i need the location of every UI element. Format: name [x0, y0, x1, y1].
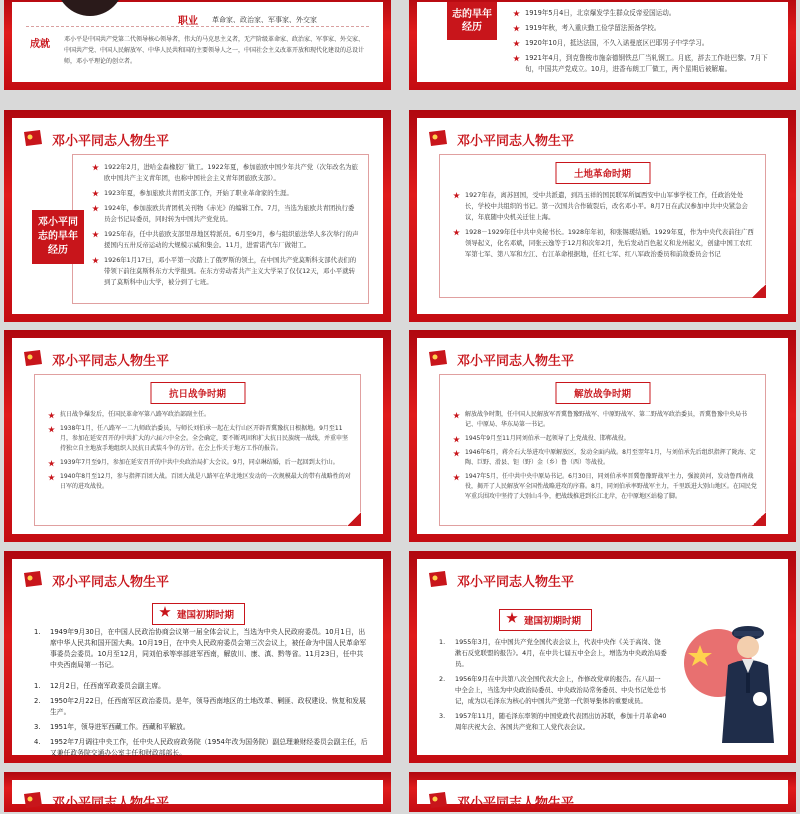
period-pill: 抗日战争时期 [150, 382, 245, 404]
career-row [178, 12, 317, 27]
achievement-label: 成就 [30, 39, 50, 50]
early-life-list [513, 8, 776, 79]
land-revolution-list [453, 190, 756, 264]
anti-japanese-list [48, 410, 353, 496]
list-item: 2. 1956年9月在中共第八次全国代表大会上，作修改党章的报告。在八届一中全会上，当选为中央政治局委员、中央政治局常务委员、中央书记处总书记，成为以毛泽东为核心的中国共产党第一代领导集体的重要成员。 [439, 675, 666, 705]
list-item: 1945年9月至11月同刘伯承一起领导了上党战役、邯郸战役。 [453, 434, 758, 444]
star-icon [453, 192, 460, 199]
slide-3 [4, 110, 391, 322]
slide-title: 邓小平同志人物生平 [457, 574, 575, 590]
list-item: 抗日战争爆发后，任国民革命军第八路军政治部副主任。 [48, 410, 353, 420]
star-icon [513, 55, 520, 62]
star-icon [513, 40, 520, 47]
party-flag-icon [22, 571, 44, 589]
list-item: 2. 1950年2月22日，任西南军区政治委员。是年，领导西南地区的土地改革、剿匪、政权建设、恢复和发展生产。 [34, 697, 366, 716]
slide-10 [409, 772, 796, 812]
list-item: 1. 1955年3月，在中国共产党全国代表会议上，代表中央作《关于高岗、饶漱石反党联盟的报告》。4月，在中共七届五中全会上，增选为中央政治局委员。 [439, 638, 667, 668]
list-item: 3. 1951年，领导进军西藏工作。西藏和平解放。 [34, 723, 190, 731]
list-item: 1. 12月2日，任西南军政委员会副主席。 [34, 682, 165, 690]
star-icon [453, 474, 460, 481]
slide-7 [4, 551, 391, 763]
list-item: 1938年1月，任八路军一二九师政治委员，与师长刘伯承一起在太行山区开辟晋冀豫抗日根据地。9月至11月，参加在延安召开的中共扩大的六届六中全会。全会确定，要不断巩固和扩大抗日民族统一战线，并重申坚持独立自主地放手地组织人民抗日武装斗争的方针。在会上作关于地方工作的报告。 [48, 424, 353, 454]
list-item: 1925年春，任中共旅欧支部里昂地区特派员。6月至9月，参与组织旅法华人多次举行的声援国内五卅反帝运动的大规模示威和集会。11月，进雷诺汽车厂做钳工。 [92, 229, 359, 251]
list-item: 1924年，参加旅欧共青团机关刊物《赤光》的编辑工作。7月，当选为旅欧共青团执行委员会书记局委员，同时转为中国共产党党员。 [92, 203, 359, 225]
star-icon [453, 450, 460, 457]
list-item: 1939年7月至9月，参加在延安召开的中共中央政治局扩大会议。9月，同卓琳结婚，后一起回到太行山。 [48, 458, 353, 468]
police-officer-illustration [670, 615, 780, 745]
slide-5 [4, 330, 391, 542]
star-icon [48, 460, 55, 467]
star-icon [506, 612, 518, 624]
star-icon [453, 436, 460, 443]
slide-title: 邓小平同志人物生平 [52, 574, 170, 590]
slide-6 [409, 330, 796, 542]
party-flag-icon [22, 792, 44, 810]
star-icon [92, 231, 99, 238]
list-item: 3. 1957年11月，随毛泽东率领的中国党政代表团出访苏联，参加十月革命40周年庆祝大会、各国共产党和工人党代表会议。 [439, 712, 667, 731]
early-life-sidebox: 邓小平同志的早年经历 [32, 210, 84, 264]
star-icon [513, 10, 520, 17]
list-item: 1919年秋，考入重庆勤工俭学留法预备学校。 [513, 23, 776, 34]
slide-header [22, 790, 169, 812]
list-item: 1920年10月，抵达法国，不久入诺曼底区巴耶男子中学学习。 [513, 38, 776, 49]
list-item: 1921年4月，到克鲁梭市施奈德钢铁总厂当轧钢工。月底，辞去工作赴巴黎。7月下旬，中国共产党成立。10月，进香布朗工厂做工，两个星期后被解雇。 [513, 53, 776, 75]
list-item: 解放战争时期，任中国人民解放军晋冀鲁豫野战军、中原野战军、第二野战军政治委员，晋冀鲁豫中央局书记、中原局、华东局第一书记。 [453, 410, 758, 430]
portrait [56, 0, 124, 16]
slide-title: 邓小平同志人物生平 [457, 353, 575, 369]
star-icon [453, 412, 460, 419]
slide-header [427, 569, 574, 591]
early-life-sidebox: 志的早年经历 [447, 2, 497, 40]
list-item: 1926年1月17日，邓小平第一次踏上了俄罗斯的领土，在中国共产党莫斯科支部代表们的带领下前往莫斯科东方大学报到。在东方劳动者共产主义大学呆了仅仅12天，邓小平就转到了莫斯科中山大学，被分到了七班。 [92, 255, 359, 288]
list-item: 4. 1952年7月调往中央工作，任中央人民政府政务院（1954年改为国务院）副总理兼财经委员会副主任，后又兼任政务院交通办公室主任和财政部部长。 [34, 738, 368, 757]
party-flag-icon [427, 571, 449, 589]
party-flag-icon [427, 130, 449, 148]
party-flag-icon [22, 350, 44, 368]
slide-title: 邓小平同志人物生平 [52, 795, 170, 811]
slide-header [427, 128, 574, 150]
list-item: 1923年夏，参加旅欧共青团支部工作，开始了职业革命家的生涯。 [92, 188, 359, 199]
slide-1 [4, 0, 391, 90]
star-icon [92, 164, 99, 171]
period-pill: 土地革命时期 [555, 162, 650, 184]
star-icon [159, 606, 171, 618]
star-icon [92, 190, 99, 197]
page-curl-icon [347, 512, 361, 526]
slide-header [22, 348, 169, 370]
slide-header [427, 348, 574, 370]
list-item: 1940年8月至12月，参与指挥百团大战。百团大战是八路军在华北地区发动的一次规模最大的带有战略性的对日军的进攻战役。 [48, 472, 353, 492]
divider [26, 26, 369, 27]
star-icon [48, 474, 55, 481]
career-value: 革命家、政治家、军事家、外交家 [212, 15, 317, 24]
early-prc-list [34, 627, 369, 763]
party-flag-icon [427, 350, 449, 368]
slide-9 [4, 772, 391, 812]
career-label: 职业 [178, 16, 198, 27]
period-pill: 建国初期时期 [152, 603, 245, 625]
star-icon [92, 205, 99, 212]
star-icon [48, 426, 55, 433]
star-icon [513, 25, 520, 32]
period-pill: 解放战争时期 [555, 382, 650, 404]
list-item: 1928－1929年任中共中央秘书长。1928年年初，和张锡瑗结婚。1929年夏，作为中央代表前往广西领导起义，化名邓斌，同张云逸等于12月和次年2月，先后发动百色起义和龙州起义，创建中国工农红军第七军、第八军和左江、右江革命根据地，任红七军、红八军政治委员和前敌委员会书记 [453, 227, 756, 260]
slide-header [22, 569, 169, 591]
star-icon [453, 229, 460, 236]
list-item: 1. 1949年9月30日，在中国人民政治协商会议第一届全体会议上，当选为中央人民政府委员。10月1日，出席中华人民共和国开国大典。10月19日，在中央人民政府委员会第三次会议上，被任命为中国人民革命军事委员会委员。10月至12月，同刘伯承等率部进军西南，解放川、康、滇、黔等省。11月23日，任中共中央西南局第一书记。 [34, 628, 367, 669]
party-flag-icon [427, 792, 449, 810]
star-icon [92, 257, 99, 264]
slide-2 [409, 0, 796, 90]
list-item: 1946年6月，蒋介石大举进攻中原解放区，发动全面内战。8月至翌年1月，与刘伯承先后组织指挥了陇海、定陶、巨野、滑县、钜（野）金（乡）鲁（西）等战役。 [453, 448, 758, 468]
slide-header [427, 790, 574, 812]
slide-title: 邓小平同志人物生平 [52, 133, 170, 149]
page-curl-icon [752, 284, 766, 298]
liberation-war-list [453, 410, 758, 506]
list-item: 1947年5月，任中共中央中原局书记。6月30日，同刘伯承率晋冀鲁豫野战军主力，强渡黄河，发动鲁西南战役，揭开了人民解放军全国性战略进攻的序幕。8月，同刘伯承率野战军主力，千里跃进大别山地区。在国民党军重兵围攻中坚持了大别山斗争，把战线推进到长江北岸，在中原地区站稳了脚。 [453, 472, 758, 502]
star-icon [48, 412, 55, 419]
achievement-text: 邓小平是中国共产党第二代领导核心领导者，伟大的马克思主义者，无产阶级革命家、政治家、军事家、外交家、中国共产党、中国人民解放军、中华人民共和国的主要领导人之一，中国社会主义改革开放和现代化建设的总设计师，邓小平理论的创立者。 [64, 36, 365, 65]
slide-title: 邓小平同志人物生平 [457, 133, 575, 149]
slide-title: 邓小平同志人物生平 [457, 795, 575, 811]
early-life-list [92, 162, 359, 292]
slide-title: 邓小平同志人物生平 [52, 353, 170, 369]
list-item: 1927年春，离苏回国，受中共派遣，到冯玉祥的国民联军所属西安中山军事学校工作，任政治处处长，学校中共组织的书记。第一次国共合作破裂后，改名邓小平。8月7日在武汉参加中共中央紧急会议，年底随中央机关迁往上海。 [453, 190, 756, 223]
slide-8 [409, 551, 796, 763]
list-item: 1919年5月4日，北京爆发学生群众反帝爱国运动。 [513, 8, 776, 19]
party-flag-icon [22, 130, 44, 148]
slide-header [22, 128, 169, 150]
slide-4 [409, 110, 796, 322]
list-item: 1922年2月，进哈金森橡胶厂做工。1922年夏，参加旅欧中国少年共产党（次年改名为旅欧中国共产主义青年团，也称中国社会主义青年团旅欧支部）。 [92, 162, 359, 184]
period-pill: 建国初期时期 [499, 609, 592, 631]
early-prc-list-2 [439, 637, 667, 737]
page-curl-icon [752, 512, 766, 526]
